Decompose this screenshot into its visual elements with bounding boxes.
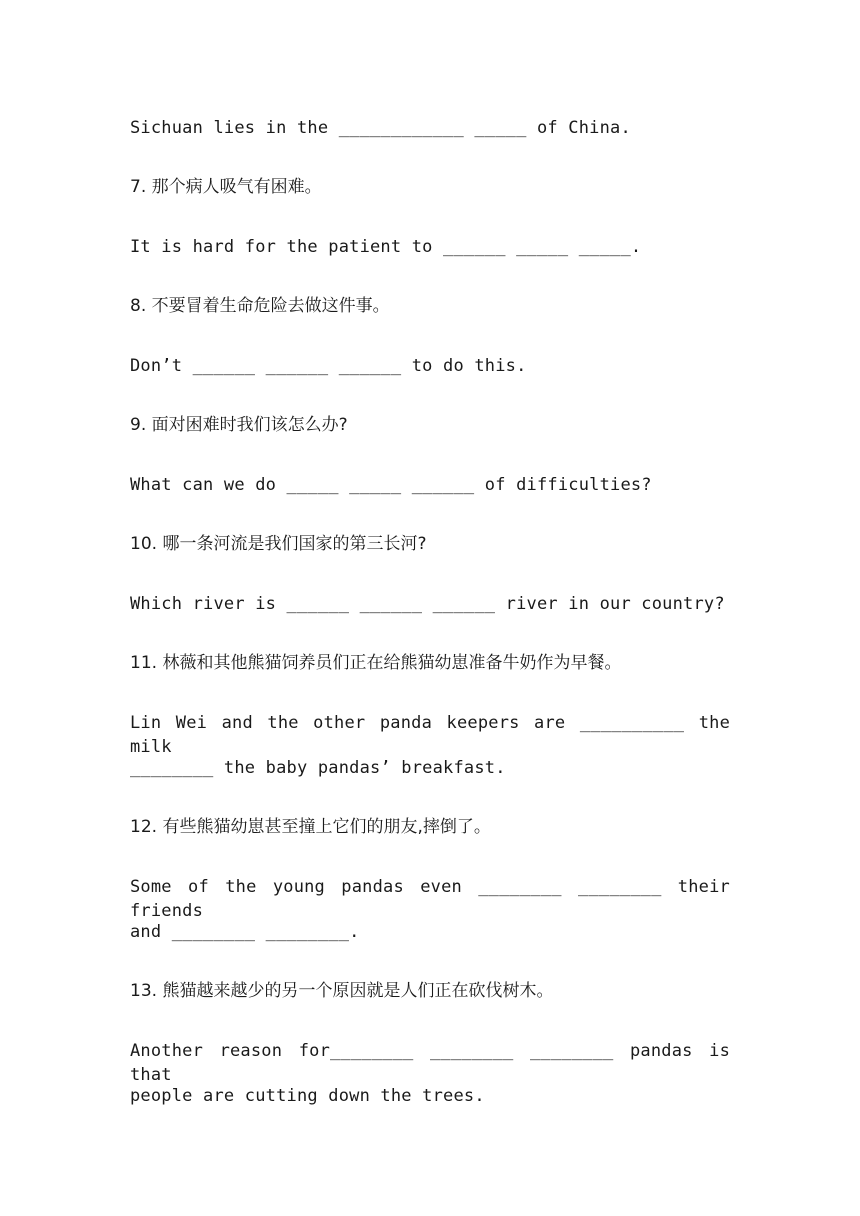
answer-line-13a: Another reason for________ ________ ________ pandas is that (130, 1041, 730, 1085)
answer-line-11b: ________ the baby pandas’ breakfast. (130, 758, 506, 778)
answer-line-10: Which river is ______ ______ ______ river in our country? (130, 594, 725, 614)
answer-line-6: Sichuan lies in the ____________ _____ of China. (130, 118, 631, 138)
answer-line-11a: Lin Wei and the other panda keepers are __________ the milk (130, 713, 730, 757)
answer-line-12b: and ________ ________. (130, 922, 360, 942)
answer-line-12a: Some of the young pandas even ________ ________ their friends (130, 877, 730, 921)
question-9: 9. 面对困难时我们该怎么办? (130, 415, 348, 435)
question-7: 7. 那个病人吸气有困难。 (130, 177, 322, 197)
question-13: 13. 熊猫越来越少的另一个原因就是人们正在砍伐树木。 (130, 981, 554, 1001)
answer-line-7: It is hard for the patient to ______ _____ _____. (130, 237, 642, 257)
question-8: 8. 不要冒着生命危险去做这件事。 (130, 296, 390, 316)
answer-line-9: What can we do _____ _____ ______ of difficulties? (130, 475, 652, 495)
question-10: 10. 哪一条河流是我们国家的第三长河? (130, 534, 427, 554)
question-11: 11. 林薇和其他熊猫饲养员们正在给熊猫幼崽准备牛奶作为早餐。 (130, 653, 622, 673)
answer-line-8: Don’t ______ ______ ______ to do this. (130, 356, 527, 376)
answer-line-13b: people are cutting down the trees. (130, 1086, 485, 1106)
question-12: 12. 有些熊猫幼崽甚至撞上它们的朋友,摔倒了。 (130, 817, 491, 837)
